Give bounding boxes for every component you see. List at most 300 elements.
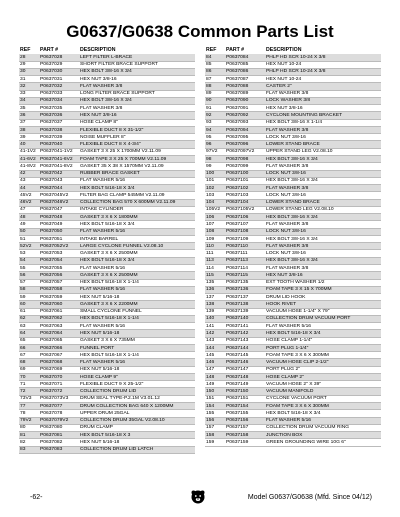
cell-ref: 139: [206, 309, 215, 315]
cell-part-number: P0637137: [226, 294, 249, 300]
cell-ref: 150: [206, 389, 215, 395]
cell-ref: 62: [20, 316, 26, 322]
table-row: [205, 338, 381, 345]
table-row: [19, 178, 195, 185]
cell-ref: 100: [206, 171, 215, 177]
table-row: [19, 338, 195, 345]
table-row: [205, 236, 381, 243]
cell-description: HOSE CLAMP 8": [80, 120, 118, 126]
cell-description: FUNNEL PORT: [80, 345, 115, 351]
cell-ref: 154: [206, 403, 215, 409]
cell-part-number: P0637059: [40, 294, 63, 300]
cell-part-number: P0637043: [40, 178, 63, 184]
table-row: [205, 410, 381, 417]
header-part: PART #: [40, 47, 59, 54]
cell-part-number: P0637070: [40, 374, 63, 380]
cell-description: HOSE CLAMP 1-1/4": [266, 338, 313, 344]
table-row: [19, 432, 195, 439]
cell-description: HOOK RIVET: [266, 301, 297, 307]
cell-description: FLAT WASHER 5/16: [80, 360, 126, 366]
cell-description: FLAT WASHER 3/8: [80, 83, 123, 89]
cell-description: HEX BOLT 5/16-18 X 3: [80, 432, 131, 438]
cell-ref: 85: [206, 62, 212, 68]
cell-description: HEX BOLT 5/16-18 X 3/4: [266, 410, 321, 416]
cell-description: COLLECTION DRUM 35GAL V2.08.10: [80, 418, 165, 424]
table-row: [205, 323, 381, 330]
table-row: [205, 200, 381, 207]
cell-part-number: P0637143: [226, 338, 249, 344]
table-row: [19, 62, 195, 69]
cell-description: GASKET 3 X 6 X 1800MM: [80, 214, 138, 220]
cell-part-number: P0637066: [40, 345, 63, 351]
cell-description: EXT TOOTH WASHER 1/2: [266, 280, 325, 286]
cell-ref: 113: [206, 258, 214, 264]
cell-description: GASKET 3 X 6 X 2500MM: [80, 272, 138, 278]
cell-ref: 84: [206, 54, 212, 60]
cell-ref: 99: [206, 163, 212, 169]
cell-ref: 94: [206, 127, 212, 133]
cell-description: HEX BOLT 3/8-16 X 1-1/4: [266, 120, 323, 126]
cell-ref: 37: [20, 120, 26, 126]
cell-ref: 73V3: [20, 396, 32, 402]
cell-ref: 30: [20, 69, 26, 75]
cell-ref: 93: [206, 120, 212, 126]
table-row: [19, 91, 195, 98]
cell-part-number: P0637054: [40, 258, 63, 264]
cell-description: FLAT WASHER 5/16: [266, 323, 312, 329]
cell-part-number: P0637110: [226, 243, 248, 249]
cell-part-number: P0637046V2: [40, 200, 69, 206]
cell-ref: 86: [206, 69, 212, 75]
table-row: [205, 112, 381, 119]
cell-part-number: P0637028: [40, 54, 63, 60]
cell-part-number: P0637035: [40, 105, 63, 111]
cell-part-number: P0637107: [226, 222, 249, 227]
cell-ref: 101: [206, 178, 215, 184]
cell-ref: 51: [20, 236, 26, 242]
cell-part-number: P0637058: [40, 287, 63, 293]
cell-part-number: P0637051: [40, 236, 63, 242]
cell-ref: 41-6V2: [20, 156, 36, 162]
table-row: [19, 345, 195, 352]
cell-ref: 63: [20, 323, 26, 329]
cell-part-number: P0637078: [40, 410, 63, 416]
cell-part-number: P0637141: [226, 323, 249, 329]
cell-part-number: P0637032: [40, 83, 63, 89]
cell-part-number: P0637029: [40, 62, 63, 68]
header-ref: REF: [206, 47, 217, 54]
table-row: [205, 214, 381, 221]
cell-description: FLAT WASHER 3/8: [266, 243, 309, 249]
cell-description: GREEN GROUNDING WIRE 10G 6": [266, 439, 346, 445]
table-row: [19, 396, 195, 403]
cell-ref: 54: [20, 258, 26, 264]
table-header: [205, 47, 381, 53]
cell-description: UPPER DRUM 25GAL: [80, 410, 130, 416]
table-row: [205, 418, 381, 425]
page-footer: [0, 487, 400, 507]
cell-description: RUBBER BRACE GASKET: [80, 171, 140, 177]
cell-part-number: P0637157: [226, 425, 249, 431]
table-row: [205, 192, 381, 199]
table-row: [205, 345, 381, 352]
cell-description: HEX NUT 5/16-18: [80, 439, 120, 445]
cell-part-number: P0637053: [40, 251, 63, 257]
cell-ref: 95: [206, 134, 212, 140]
cell-part-number: P0637079V2: [40, 418, 69, 424]
cell-part-number: P0637061: [40, 309, 63, 315]
table-row: [205, 156, 381, 163]
cell-description: PHLP HD SCR 10-24 X 3/8: [266, 69, 326, 75]
table-row: [205, 69, 381, 76]
cell-part-number: P0637055: [40, 265, 63, 271]
table-row: [19, 214, 195, 221]
table-row: [19, 330, 195, 337]
cell-ref: 28: [20, 54, 26, 60]
table-row: [19, 294, 195, 301]
table-row: [205, 301, 381, 308]
cell-part-number: P0637082: [40, 439, 63, 445]
table-row: [19, 185, 195, 192]
cell-ref: 59: [20, 294, 26, 300]
cell-part-number: P0637056: [40, 272, 63, 278]
cell-ref: 137: [206, 294, 215, 300]
cell-part-number: P0637144: [226, 345, 249, 351]
table-row: [19, 403, 195, 410]
cell-part-number: P0637041-8V2: [40, 163, 73, 169]
cell-part-number: P0637135: [226, 280, 249, 286]
cell-part-number: P0637087: [226, 76, 249, 82]
cell-ref: 42: [20, 171, 26, 177]
cell-ref: 92: [206, 113, 212, 119]
cell-description: GASKET 3 X 25 X 1700MM V2.11.09: [80, 149, 161, 155]
cell-part-number: P0637109: [226, 236, 249, 242]
cell-description: VACUUM MANIFOLD: [266, 389, 314, 395]
cell-ref: 88: [206, 83, 212, 89]
cell-ref: 109: [206, 236, 215, 242]
table-row: [19, 425, 195, 432]
cell-description: FOAM TAPE 3 X 6 X 300MM: [266, 403, 329, 409]
cell-description: GASKET 3 X 6 X 2200MM: [80, 301, 138, 307]
cell-part-number: P0637088: [226, 83, 249, 89]
table-row: [19, 374, 195, 381]
cell-part-number: P0637050: [40, 229, 63, 235]
cell-ref: 87: [206, 76, 212, 82]
cell-part-number: P0637040: [40, 142, 63, 148]
header-part: PART #: [226, 47, 245, 54]
cell-description: HEX NUT 3/8-16: [266, 272, 303, 278]
cell-description: INTAKE CYLINDER: [80, 207, 124, 213]
cell-ref: 79V2: [20, 418, 32, 424]
cell-ref: 36: [20, 113, 26, 119]
cell-description: VACUUM HOSE 1-1/4" X 79": [266, 309, 330, 315]
cell-description: HEX BOLT 3/8-16 X 3/4: [80, 98, 132, 104]
cell-description: NOISE MUFFLER 8": [80, 134, 126, 140]
cell-ref: 136: [206, 287, 215, 293]
cell-part-number: P0637096: [226, 142, 249, 148]
table-row: [205, 280, 381, 287]
cell-part-number: P0637034: [40, 98, 63, 104]
cell-part-number: P0637098: [226, 156, 249, 162]
cell-description: HEX BOLT 5/16-18 X 3/4: [80, 222, 135, 227]
cell-part-number: P0637094: [226, 127, 249, 133]
cell-description: HEX NUT 5/16-18: [80, 367, 120, 373]
cell-description: FLEXIBLE DUCT 8 X 31-1/2": [80, 127, 144, 133]
table-row: [19, 171, 195, 178]
table-row: [205, 396, 381, 403]
table-row: [205, 163, 381, 170]
cell-ref: 72: [20, 389, 26, 395]
cell-description: DRUM LID HOOK: [266, 294, 306, 300]
table-row: [19, 236, 195, 243]
table-row: [19, 207, 195, 214]
cell-ref: 81: [20, 432, 26, 438]
cell-description: FLAT WASHER 3/8: [266, 222, 309, 227]
cell-ref: 38: [20, 127, 26, 133]
cell-description: HEX NUT 3/8-16: [266, 105, 303, 111]
cell-description: LOWER STAND BRACE: [266, 200, 320, 206]
cell-part-number: P0637113: [226, 258, 248, 264]
cell-description: HEX BOLT 5/16-18 X 3/4: [80, 185, 135, 191]
table-row: [19, 316, 195, 323]
table-row: [205, 127, 381, 134]
cell-part-number: P0637093: [226, 120, 249, 126]
cell-part-number: P0637060: [40, 301, 63, 307]
table-row: [205, 294, 381, 301]
cell-ref: 29: [20, 62, 26, 68]
table-row: [19, 54, 195, 61]
cell-description: HEX BOLT 5/16-18 X 3/4: [80, 258, 135, 264]
table-row: [19, 127, 195, 134]
cell-part-number: P0637138: [226, 301, 249, 307]
cell-ref: 68: [20, 360, 26, 366]
cell-description: GASKET 3 X 6 X 2500MM: [80, 251, 138, 257]
cell-part-number: P0637101: [226, 178, 249, 184]
table-row: [205, 83, 381, 90]
cell-ref: 40: [20, 142, 26, 148]
cell-part-number: P0637106: [226, 214, 249, 220]
cell-description: LOCK NUT 3/8-16: [266, 171, 306, 177]
cell-part-number: P0637030: [40, 69, 63, 75]
cell-part-number: P0637140: [226, 316, 249, 322]
cell-description: FLAT WASHER 3/8: [266, 185, 309, 191]
cell-part-number: P0637108: [226, 229, 249, 235]
table-row: [205, 171, 381, 178]
cell-ref: 90: [206, 98, 212, 104]
table-row: [205, 134, 381, 141]
cell-part-number: P0637033: [40, 91, 63, 97]
table-row: [205, 388, 381, 395]
cell-ref: 60: [20, 301, 26, 307]
table-row: [205, 98, 381, 105]
cell-description: FLAT WASHER 3/8: [266, 91, 309, 97]
table-row: [205, 287, 381, 294]
table-row: [205, 381, 381, 388]
table-row: [19, 323, 195, 330]
cell-ref: 80: [20, 425, 26, 431]
table-row: [205, 272, 381, 279]
table-row: [19, 272, 195, 279]
table-row: [19, 83, 195, 90]
cell-part-number: P0637041-1V2: [40, 149, 73, 155]
cell-ref: 83: [20, 447, 26, 453]
cell-ref: 140: [206, 316, 215, 322]
cell-ref: 141: [206, 323, 215, 329]
cell-description: HOSE CLAMP 9": [80, 374, 118, 380]
cell-ref: 114: [206, 265, 214, 271]
cell-part-number: P0637049: [40, 222, 63, 227]
cell-description: HEX BOLT 3/8-16 X 3/4: [266, 178, 318, 184]
table-row: [205, 91, 381, 98]
table-row: [19, 265, 195, 272]
cell-ref: 151: [206, 396, 215, 402]
cell-description: SMALL CYCLONE FUNNEL: [80, 309, 142, 315]
cell-description: HEX BOLT 5/16-18 X 1-1/4: [80, 280, 139, 286]
cell-part-number: P0637068: [40, 360, 63, 366]
cell-part-number: P0637039: [40, 134, 63, 140]
cell-description: FLAT WASHER 5/16: [80, 178, 126, 184]
table-row: [205, 185, 381, 192]
cell-part-number: P0637099: [226, 163, 249, 169]
cell-description: LOWER STAND LEG V2.08.10: [266, 207, 334, 213]
table-row: [19, 410, 195, 417]
cell-part-number: P0637100: [226, 171, 249, 177]
table-row: [205, 374, 381, 381]
cell-part-number: P0637142: [226, 330, 249, 336]
cell-part-number: P0637102: [226, 185, 249, 191]
cell-description: HEX BOLT 3/8-16 X 3/4: [80, 69, 132, 75]
cell-ref: 158: [206, 432, 215, 438]
table-row: [19, 447, 195, 454]
cell-part-number: P0637136: [226, 287, 249, 293]
header-ref: REF: [20, 47, 31, 54]
cell-description: HEX NUT 10-24: [266, 62, 302, 68]
cell-ref: 34: [20, 98, 26, 104]
cell-part-number: P0637031: [40, 76, 63, 82]
cell-description: LOCK WASHER 3/8: [266, 98, 311, 104]
cell-description: FLAT WASHER 5/16: [80, 265, 126, 271]
cell-ref: 115: [206, 272, 214, 278]
table-row: [19, 359, 195, 366]
cell-part-number: P0637065: [40, 338, 63, 344]
cell-part-number: P0637063: [40, 323, 63, 329]
cell-part-number: P0637057: [40, 280, 63, 286]
cell-ref: 53: [20, 251, 26, 257]
cell-part-number: P0637052V2: [40, 243, 69, 249]
cell-description: PHLP HD SCR 10-24 X 3/8: [266, 54, 326, 60]
cell-part-number: P0637148: [226, 374, 249, 380]
table-row: [19, 76, 195, 83]
table-row: [19, 163, 195, 170]
cell-ref: 58: [20, 287, 26, 293]
table-row: [19, 381, 195, 388]
table-row: [19, 418, 195, 425]
cell-description: LOWER STAND BRACE: [266, 142, 320, 148]
grizzly-bear-logo-icon: [190, 490, 206, 504]
table-row: [19, 105, 195, 112]
cell-description: HEX BOLT 3/8-16 X 3/4: [266, 236, 318, 242]
cell-description: FLEXIBLE DUCT 9 X 25-1/2": [80, 381, 144, 387]
cell-part-number: P0637086: [226, 69, 249, 75]
cell-part-number: P0637064: [40, 330, 63, 336]
cell-ref: 44: [20, 185, 26, 191]
table-row: [19, 192, 195, 199]
table-row: [205, 120, 381, 127]
table-row: [205, 403, 381, 410]
cell-description: FLEXIBLE DUCT 8 X 4-3/4": [80, 142, 141, 148]
cell-part-number: P0637073V3: [40, 396, 69, 402]
table-row: [19, 388, 195, 395]
cell-ref: 155: [206, 410, 215, 416]
parts-column-left: [19, 47, 195, 454]
cell-ref: 107: [206, 222, 215, 227]
cell-description: CASTER 2": [266, 83, 292, 89]
cell-ref: 149: [206, 381, 215, 387]
cell-description: GASKET 3 X 6 X 735MM: [80, 338, 135, 344]
cell-ref: 97V2: [206, 149, 218, 155]
cell-part-number: P0637038: [40, 127, 63, 133]
cell-description: VACUUM HOSE 2" X 39": [266, 381, 322, 387]
cell-ref: 57: [20, 280, 26, 286]
parts-table: [19, 47, 381, 454]
table-row: [19, 98, 195, 105]
table-row: [205, 316, 381, 323]
cell-description: LOCK NUT 3/8-16: [266, 251, 306, 257]
cell-part-number: P0637037: [40, 120, 63, 126]
cell-part-number: P0637089: [226, 91, 249, 97]
cell-ref: 142: [206, 330, 215, 336]
table-row: [205, 76, 381, 83]
cell-description: INTAKE BARREL: [80, 236, 119, 242]
table-row: [205, 258, 381, 265]
cell-part-number: P0637114: [226, 265, 248, 271]
cell-description: LEFT FILTER L-BRACE: [80, 54, 133, 60]
cell-part-number: P0637044: [40, 185, 63, 191]
cell-description: LOCK NUT 3/8-16: [266, 134, 306, 140]
cell-part-number: P0637084: [226, 54, 249, 60]
cell-ref: 55: [20, 265, 26, 271]
table-row: [205, 330, 381, 337]
table-row: [205, 309, 381, 316]
cell-part-number: P0637047: [40, 207, 63, 213]
cell-part-number: P0637092: [226, 113, 249, 119]
cell-description: FILTER BAG CLAMP 545MM V2.11.09: [80, 192, 165, 198]
table-row: [205, 105, 381, 112]
table-row: [19, 120, 195, 127]
cell-ref: 103: [206, 192, 215, 198]
cell-ref: 78: [20, 410, 26, 416]
cell-description: JUNCTION BOX: [266, 432, 303, 438]
table-row: [19, 243, 195, 250]
cell-description: COLLECTION DRUM LID: [80, 389, 137, 395]
cell-description: CYCLONE MOUNTING BRACKET: [266, 113, 343, 119]
cell-ref: 32: [20, 83, 26, 89]
table-row: [19, 250, 195, 257]
cell-ref: 61: [20, 309, 26, 315]
table-row: [19, 141, 195, 148]
cell-part-number: P0637103: [226, 192, 249, 198]
cell-ref: 89: [206, 91, 212, 97]
cell-ref: 105V2: [206, 207, 221, 213]
cell-ref: 77: [20, 403, 26, 409]
cell-ref: 66: [20, 345, 26, 351]
parts-column-right: [205, 47, 381, 454]
cell-part-number: P0637145: [226, 352, 249, 358]
page-title: G0637/G0638 Common Parts List: [66, 22, 334, 41]
cell-part-number: P0637085: [226, 62, 249, 68]
cell-ref: 71: [20, 381, 26, 387]
header-description: DESCRIPTION: [80, 47, 116, 54]
